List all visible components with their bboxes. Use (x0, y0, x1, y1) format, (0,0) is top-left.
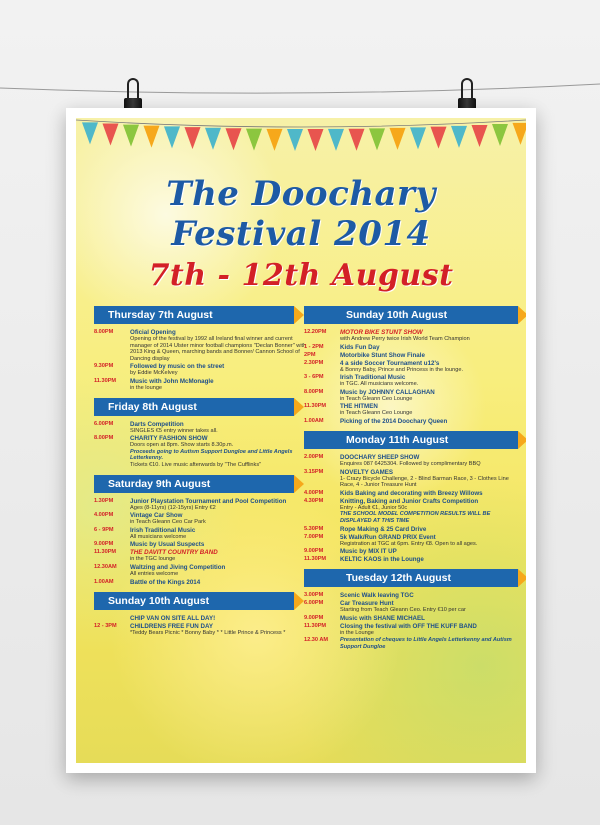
event-description: by Eddie McKelvey (130, 370, 178, 377)
event-details (130, 512, 308, 526)
event-row (304, 526, 518, 533)
event-details (130, 378, 308, 392)
event-row (94, 363, 308, 377)
event-details (340, 623, 518, 637)
event-time: 6.00PM (94, 420, 114, 427)
event-row (304, 418, 518, 425)
event-time: 3.15PM (304, 468, 324, 475)
event-row (304, 637, 518, 650)
event-row (304, 352, 518, 359)
event-time: 6.00PM (304, 600, 324, 607)
event-time: 11.30PM (304, 556, 327, 563)
event-row (94, 498, 308, 512)
event-time: 11.30PM (304, 622, 327, 629)
bunting-flag (410, 127, 426, 149)
event-row (94, 615, 308, 622)
event-details (340, 469, 518, 489)
event-description: with Andrew Perry twice Irish World Team Champion (340, 336, 470, 342)
event-time: 3 - 6PM (304, 374, 324, 381)
day-header: Saturday 9th August (94, 475, 294, 493)
event-row (94, 512, 308, 526)
event-time: 8.00PM (94, 435, 114, 442)
event-details (340, 556, 518, 563)
event-time: 4.00PM (94, 512, 114, 519)
event-time: 12.30AM (94, 563, 117, 570)
event-time: 11.30PM (94, 549, 117, 556)
event-row (304, 360, 518, 374)
event-name: Picking of the 2014 Doochary Queen (340, 417, 448, 425)
event-name: NOVELTY GAMES (340, 468, 394, 476)
event-details (130, 498, 308, 512)
event-row (304, 498, 518, 525)
event-name: Oficial Opening (130, 329, 176, 336)
event-name: CHIP VAN ON SITE ALL DAY! (130, 614, 216, 622)
event-name: Kids Fun Day (340, 343, 380, 351)
event-details (340, 526, 518, 533)
bunting-flag (451, 126, 467, 148)
event-row (304, 556, 518, 563)
bunting-flag (349, 129, 365, 151)
event-row (94, 329, 308, 362)
event-row (304, 469, 518, 489)
day-header: Sunday 10th August (94, 592, 294, 610)
event-time: 12 - 3PM (94, 622, 117, 629)
bunting-flag (308, 129, 324, 151)
bunting-flag (267, 129, 283, 151)
event-row (304, 548, 518, 555)
event-time: 4.30PM (304, 497, 324, 504)
event-time: 1.30PM (94, 497, 114, 504)
event-name: Irish Traditional Music (130, 526, 196, 534)
event-time: 9.30PM (94, 363, 114, 370)
event-row (304, 403, 518, 417)
poster-artwork (76, 118, 526, 763)
day-header: Monday 11th August (304, 431, 518, 449)
event-name: Music by MIX IT UP (340, 548, 397, 556)
event-name: Music with SHANE MICHAEL (340, 614, 425, 622)
event-row (94, 435, 308, 468)
poster-dates: 7th - 12th August (148, 258, 454, 293)
event-name: DOOCHARY SHEEP SHOW (340, 453, 420, 461)
event-description: in the Lounge (340, 629, 374, 636)
event-name: THE HITMEN (340, 403, 378, 411)
schedule-right-column (304, 306, 518, 652)
event-name: Music by Usual Suspects (130, 541, 205, 549)
event-row (94, 541, 308, 548)
event-name: THE DAVITT COUNTRY BAND (130, 549, 218, 557)
bunting-flag (185, 127, 201, 149)
event-description: in TGC. All musicians welcome. (340, 381, 419, 388)
event-time: 2.00PM (304, 453, 324, 460)
bunting-flag (164, 126, 180, 148)
event-details (340, 592, 518, 599)
event-time: 11.30PM (94, 377, 117, 384)
event-time: 7.00PM (304, 533, 324, 540)
event-row (304, 600, 518, 614)
event-row (304, 344, 518, 351)
event-description: in Teach Gleann Ceo Lounge (340, 410, 413, 417)
bunting-flag (123, 125, 139, 147)
event-name: Vintage Car Show (130, 512, 183, 520)
event-row (94, 549, 308, 563)
bunting-flag (82, 122, 98, 144)
event-row (304, 615, 518, 622)
event-time: 9.00PM (304, 614, 324, 621)
event-details (340, 454, 518, 468)
schedule-left-column (94, 306, 308, 637)
event-description: Entry - Adult €1, Junior 50c (340, 504, 408, 511)
event-time: 12.20PM (304, 329, 327, 335)
event-details (340, 352, 518, 359)
event-details (340, 418, 518, 425)
event-note: Proceeds going to Autism Support Dungloe and Little Angels Letterkenny. (130, 448, 293, 462)
event-name: Junior Playstation Tournament and Pool Competition (130, 497, 287, 505)
event-details (130, 579, 308, 586)
event-description: in the lounge (130, 384, 163, 391)
bunting-flag (205, 128, 221, 150)
event-name: KELTIC KAOS in the Lounge (340, 556, 424, 564)
event-details (130, 564, 308, 578)
event-extra: Tickets €10. Live music afterwards by "The Cufflinks" (130, 461, 262, 468)
event-row (94, 527, 308, 541)
event-description: *Teddy Bears Picnic * Bonny Baby * * Little Prince & Princess * (130, 629, 286, 636)
event-name: Car Treasure Hunt (340, 600, 394, 608)
event-row (304, 490, 518, 497)
event-details (340, 344, 518, 351)
event-details (340, 637, 518, 650)
event-row (94, 421, 308, 435)
event-details (340, 374, 518, 388)
event-name: 5k Walk/Run GRAND PRIX Event (340, 533, 436, 541)
event-details (340, 329, 518, 343)
event-description: Ages (8-11yrs) (12-15yrs) Entry €2 (130, 504, 216, 511)
event-description: in Teach Gleann Ceo Car Park (130, 519, 206, 526)
event-description: SINGLES €5 entry winner takes all. (130, 427, 218, 434)
bunting-flag (103, 124, 119, 146)
bunting-flag (328, 129, 344, 151)
event-time: 11.30PM (304, 403, 327, 410)
event-description: Registration at TGC at 6pm. Entry €8. Open to all ages. (340, 540, 478, 547)
event-row (94, 564, 308, 578)
event-name: Battle of the Kings 2014 (130, 578, 201, 586)
event-time: 6 - 9PM (94, 526, 114, 533)
event-row (304, 534, 518, 548)
bunting-decoration (76, 118, 526, 158)
bunting-flag (492, 124, 508, 146)
event-time: 1.00AM (304, 417, 324, 424)
event-description: All musicians welcome (130, 533, 187, 540)
event-description: in Teach Gleann Ceo Lounge (340, 395, 413, 402)
bunting-flag (369, 128, 385, 150)
event-row (304, 389, 518, 403)
event-row (304, 329, 518, 343)
event-name: Rope Making & 25 Card Drive (340, 525, 427, 533)
poster-title-line2: Festival 2014 (171, 214, 431, 254)
event-name: Waltzing and Jiving Competition (130, 563, 226, 571)
event-time: 2PM (304, 351, 316, 358)
event-details (130, 623, 308, 637)
event-name: CHARITY FASHION SHOW (130, 435, 208, 443)
event-row (304, 592, 518, 599)
bunting-flag (287, 129, 303, 151)
event-time: 8.00PM (94, 329, 114, 335)
event-details (130, 421, 308, 435)
bunting-flag (390, 128, 406, 150)
day-header: Friday 8th August (94, 398, 294, 416)
event-time: 1 - 2PM (304, 343, 324, 350)
event-description: Starting from Teach Gleann Ceo. Entry €10 per car (340, 607, 466, 614)
event-time: 5.30PM (304, 525, 324, 532)
event-time: 12.30 AM (304, 637, 329, 644)
event-description: & Bonny Baby, Prince and Princess in the lounge. (340, 366, 464, 373)
event-time: 3.00PM (304, 592, 324, 599)
event-name: Closing the festival with OFF THE KUFF BAND (340, 622, 477, 630)
event-name: Followed by music on the street (130, 363, 225, 371)
day-header: Sunday 10th August (304, 306, 518, 324)
event-details (130, 435, 308, 468)
event-details (340, 534, 518, 548)
event-name: Scenic Walk leaving TGC (340, 592, 414, 600)
event-row (94, 378, 308, 392)
event-name: MOTOR BIKE STUNT SHOW (340, 329, 423, 336)
hanging-string (0, 0, 600, 120)
festival-poster (66, 108, 536, 773)
event-details (340, 498, 518, 525)
event-details (130, 329, 308, 362)
bunting-flag (246, 129, 262, 151)
event-details (340, 490, 518, 497)
event-details (340, 548, 518, 555)
event-name: Kids Baking and decorating with Breezy Willows (340, 489, 483, 497)
event-details (340, 403, 518, 417)
event-description: 1- Crazy Bicycle Challenge, 2 - Blind Barman Race, 3 - Clothes Line Race, 4 - Junior Treasure Hunt (340, 475, 509, 489)
event-details (130, 549, 308, 563)
event-details (340, 600, 518, 614)
event-time: 9.00PM (304, 548, 324, 555)
event-details (130, 615, 308, 622)
day-header: Tuesday 12th August (304, 569, 518, 587)
bunting-flag (144, 126, 160, 148)
event-time: 8.00PM (304, 388, 324, 395)
poster-title-line1: The Doochary (166, 174, 436, 214)
event-row (304, 374, 518, 388)
event-name: Irish Traditional Music (340, 374, 406, 382)
event-description: All entries welcome (130, 570, 179, 577)
event-name: Music by JOHNNY CALLAGHAN (340, 388, 435, 396)
event-note: THE SCHOOL MODEL COMPETITION RESULTS WILL BE DISPLAYED AT THIS TIME (340, 511, 491, 524)
event-name: Music with John McMonagle (130, 377, 214, 385)
event-name: Motorbike Stunt Show Finale (340, 351, 425, 359)
event-row (304, 623, 518, 637)
event-time: 4.00PM (304, 489, 324, 496)
event-time: 1.00AM (94, 578, 114, 585)
event-row (94, 623, 308, 637)
event-details (340, 615, 518, 622)
bunting-flag (513, 123, 527, 145)
event-description: Enquires 087 6425304. Followed by complimentary BBQ (340, 460, 481, 467)
event-note: Presentation of cheques to Little Angels Letterkenny and Autism Support Dungloe (340, 637, 512, 650)
event-details (130, 363, 308, 377)
event-description: Doors open at 8pm. Show starts 8.30p.m. (130, 442, 234, 449)
event-details (340, 389, 518, 403)
event-row (94, 579, 308, 586)
event-details (130, 541, 308, 548)
bunting-flag (431, 127, 447, 149)
day-header: Thursday 7th August (94, 306, 294, 324)
event-description: Opening of the festival by 1992 all Ireland final winner and current manager of 2014 Ulster minor football champions "Declan Bonner" with 2013 King & Queen, marching bands and Bonner/ Cannon School of Dancing display (130, 336, 307, 362)
bunting-flag (472, 125, 488, 147)
bunting-flag (226, 128, 242, 150)
event-description: in the TGC lounge (130, 556, 176, 563)
event-row (304, 454, 518, 468)
event-details (340, 360, 518, 374)
event-name: Darts Competition (130, 420, 184, 428)
event-name: Knitting, Baking and Junior Crafts Competition (340, 497, 479, 505)
event-name: 4 a side Soccer Tournament u12's (340, 359, 440, 367)
event-time: 2.30PM (304, 359, 324, 366)
event-time: 9.00PM (94, 541, 114, 548)
event-name: CHILDRENS FREE FUN DAY (130, 622, 213, 630)
event-details (130, 527, 308, 541)
event-time (94, 615, 130, 622)
